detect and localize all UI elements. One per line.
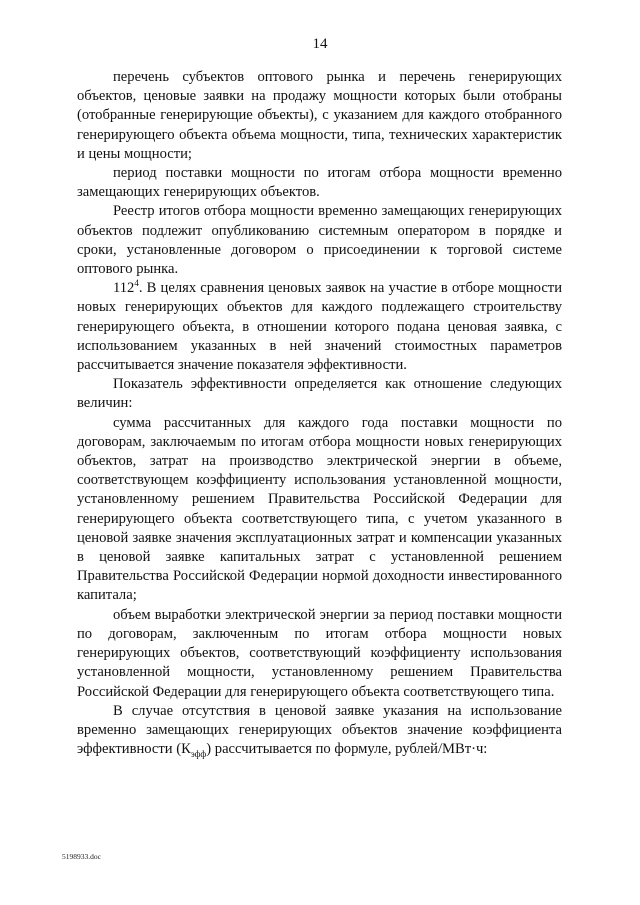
paragraph-registry: Реестр итогов отбора мощности временно замещающих генерирующих объектов подлежит опубликованию системным оператором в порядке и сроки, установленные договором о присоединении к торговой системе оптового рынка. bbox=[77, 203, 562, 278]
formula-intro-text: В случае отсутствия в ценовой заявке указания на использование временно замещающих генерирующих объектов значение коэффициента эффективности (К bbox=[77, 702, 562, 758]
clause-number: 112 bbox=[113, 280, 135, 297]
page-number: 14 bbox=[312, 36, 328, 52]
paragraph-efficiency-definition: Показатель эффективности определяется как отношение следующих величин: bbox=[77, 376, 562, 412]
paragraph-formula-intro bbox=[77, 702, 562, 760]
paragraph-energy-volume: объем выработки электрической энергии за период поставки мощности по договорам, заключенным по итогам отбора мощности новых генерирующих объектов, соответствующий коэффициенту использования установленной мощности, установленному решением Правительства Российской Федерации для генерирующего объекта соответствующего типа. bbox=[77, 606, 562, 700]
paragraph-clause-112-4 bbox=[77, 279, 562, 375]
formula-intro-tail: ) рассчитывается по формуле, рублей/МВт·ч: bbox=[206, 741, 488, 758]
paragraph-cost-sum: сумма рассчитанных для каждого года поставки мощности по договорам, заключаемым по итогам отбора мощности новых генерирующих объектов, затрат на производство электрической энергии в объеме, соответствующем коэффициенту использования установленной мощности, установленному решением Правительства Российской Федерации для генерирующего объекта соответствующего типа, с учетом указанного в ценовой заявке значения эксплуатационных затрат и компенсации указанных в ценовой заявке капитальных затрат с установленной решением Правительства Российской Федерации нормой доходности инвестированного капитала; bbox=[77, 414, 562, 604]
paragraph-participants-list: перечень субъектов оптового рынка и перечень генерирующих объектов, ценовые заявки на продажу мощности которых были отобраны (отобранные генерирующие объекты), с указанием для каждого отобранного генерирующего объекта объема мощности, типа, технических характеристик и цены мощности; bbox=[77, 69, 562, 162]
paragraph-delivery-period: период поставки мощности по итогам отбора мощности временно замещающих генерирующих объектов. bbox=[77, 165, 562, 201]
document-filename: 5198933.doc bbox=[62, 852, 101, 861]
clause-text: . В целях сравнения ценовых заявок на участие в отборе мощности новых генерирующих объектов для каждого подлежащего строительству генерирующего объекта, в отношении которого подана ценовая заявка, с использованием указанных в ней значений стоимостных параметров рассчитывается значение показателя эффективности. bbox=[77, 280, 562, 374]
document-body bbox=[77, 68, 562, 759]
clause-superscript: 4 bbox=[134, 278, 139, 289]
coefficient-subscript: эфф bbox=[190, 749, 207, 760]
